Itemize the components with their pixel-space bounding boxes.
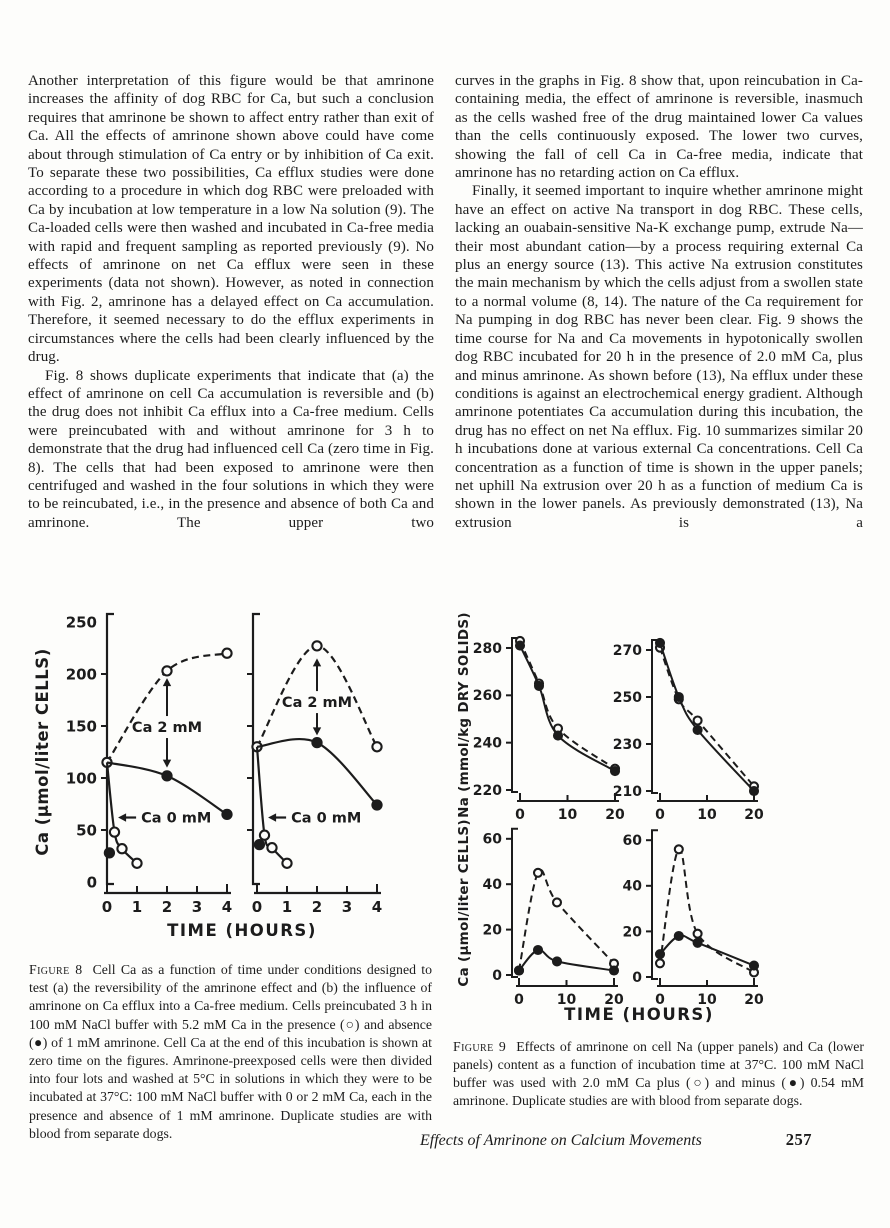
svg-text:0: 0 <box>632 969 642 986</box>
svg-text:0: 0 <box>515 807 525 823</box>
svg-text:50: 50 <box>76 821 97 840</box>
fig9-panel-1 <box>473 637 625 823</box>
running-title: Effects of Amrinone on Calcium Movements <box>420 1132 702 1149</box>
svg-text:1: 1 <box>131 898 143 916</box>
paragraph-3: curves in the graphs in Fig. 8 show that, upon reincubation in Ca-containing media, the effect of amrinone is reversible, inasmuch as the cells washed free of the drug maintained lower Ca values than the cells continuously exposed. The lower two curves, showing the fall of cell Ca in Ca-free media, indicate that amrinone has no retarding action on Ca efflux. <box>455 73 863 182</box>
svg-text:0: 0 <box>514 992 524 1008</box>
svg-text:0: 0 <box>251 898 263 916</box>
svg-text:270: 270 <box>612 642 642 659</box>
svg-text:100: 100 <box>65 769 97 788</box>
figure9-caption-text: Effects of amrinone on cell Na (upper panels) and Ca (lower panels) content as a function of incubation time at 37°C. 100 mM NaCl buffer was used with 2.0 mM Ca plus (○) and minus (●) 0.54 mM amrinone. Duplicate studies are with blood from separate dogs. <box>453 1039 864 1108</box>
svg-text:260: 260 <box>472 688 502 705</box>
svg-text:Ca 2 mM: Ca 2 mM <box>131 720 203 737</box>
svg-text:20: 20 <box>744 807 764 823</box>
paragraph-2: Fig. 8 shows duplicate experiments that indicate that (a) the effect of amrinone on cell Ca accumulation is reversible and (b) the drug does not inhibit Ca efflux into a Ca-free medium. Cells were preincubated with and without amrinone for 3 h to demonstrate that the drug had influenced cell Ca (zero time in Fig. 8). The cells that had been exposed to amrinone were then centrifuged and washed in the four solutions in which they were to be reincubated, i.e., in the presence and absence of both Ca and amrinone. The upper two <box>28 367 434 531</box>
svg-text:0: 0 <box>492 967 502 984</box>
figure8-caption <box>29 961 432 1143</box>
svg-text:Ca 2 mM: Ca 2 mM <box>281 695 353 712</box>
figure9-label: Figure 9 <box>453 1039 507 1054</box>
page-number: 257 <box>785 1130 812 1149</box>
svg-text:2: 2 <box>161 898 173 916</box>
fig9-panel-2 <box>613 639 764 823</box>
svg-text:Ca (μmol/liter CELLS): Ca (μmol/liter CELLS) <box>33 648 52 856</box>
svg-text:10: 10 <box>697 992 717 1008</box>
svg-text:280: 280 <box>472 640 502 657</box>
svg-text:4: 4 <box>371 898 383 916</box>
column-right <box>455 72 863 532</box>
svg-text:Ca 0 mM: Ca 0 mM <box>291 810 362 827</box>
svg-text:250: 250 <box>612 689 642 706</box>
svg-text:0: 0 <box>655 992 665 1008</box>
figure9-caption <box>453 1038 864 1110</box>
fig9-panel-4 <box>623 830 764 1008</box>
svg-text:TIME (HOURS): TIME (HOURS) <box>167 921 317 940</box>
page-footer <box>420 1130 812 1150</box>
svg-text:0: 0 <box>86 873 97 892</box>
paragraph-1: Another interpretation of this figure would be that amrinone increases the affinity of dog RBC for Ca, but such a conclusion requires that amrinone be shown to affect entry rather than exit of Ca. All the effects of amrinone shown above could have come about through stimulation of Ca entry or by inhibition of Ca exit. To separate these two possibilities, Ca efflux studies were done according to a procedure in which dog RBC were preloaded with Ca by incubation at low temperature in a low Na solution (9). The Ca-loaded cells were then washed and incubated in Ca-free media with rapid and frequent sampling as reported previously (9). No effects of amrinone on net Ca efflux were seen in these experiments (data not shown). However, as noted in connection with Fig. 2, amrinone has a delayed effect on Ca accumulation. Therefore, it seemed necessary to do the efflux experiments in circumstances where the cells had been clearly influenced by the drug. <box>28 73 434 366</box>
svg-text:0: 0 <box>101 898 113 916</box>
svg-text:20: 20 <box>605 807 625 823</box>
svg-text:150: 150 <box>65 717 97 736</box>
svg-text:Na (mmol/kg DRY SOLIDS): Na (mmol/kg DRY SOLIDS) <box>456 612 472 818</box>
figure8-chart <box>28 600 438 960</box>
svg-text:60: 60 <box>622 833 642 850</box>
svg-text:200: 200 <box>65 665 97 684</box>
svg-text:1: 1 <box>281 898 293 916</box>
svg-text:3: 3 <box>341 898 353 916</box>
svg-text:60: 60 <box>482 831 502 848</box>
svg-text:20: 20 <box>744 992 764 1008</box>
svg-text:4: 4 <box>221 898 233 916</box>
svg-text:10: 10 <box>697 807 717 823</box>
svg-text:0: 0 <box>655 807 665 823</box>
svg-text:10: 10 <box>557 807 578 823</box>
paragraph-4: Finally, it seemed important to inquire whether amrinone might have an effect on active Na transport in dog RBC. These cells, lacking an ouabain-sensitive Na-K exchange pump, extrude Na—their most abundant cation—by a process requiring external Ca plus an energy source (13). This active Na extrusion constitutes the main mechanism by which the cells adjust from a swollen state to a normal volume (8, 14). The nature of the Ca requirement for Na pumping in dog RBC has never been clear. Fig. 9 shows the time course for Na and Ca movements in hypotonically swollen dog RBC incubated for 20 h in the presence of 2.0 mM Ca, plus and minus amrinone. As shown before (13), Na efflux under these conditions is against an electrochemical energy gradient. Although amrinone potentiates Ca accumulation during this incubation, the drug has no effect on net Na efflux. Fig. 10 summarizes similar 20 h incubations done at various external Ca concentrations. Cell Ca concentration as a function of time is shown in the upper panels; net uphill Na extrusion over 20 h as a function of medium Ca is shown in the lower panels. As previously demonstrated (13), Na extrusion is a <box>455 183 863 531</box>
svg-text:40: 40 <box>622 878 642 895</box>
svg-text:Ca 0 mM: Ca 0 mM <box>141 810 212 827</box>
fig9-panel-3 <box>483 829 624 1008</box>
column-left <box>28 72 434 532</box>
svg-text:TIME (HOURS): TIME (HOURS) <box>564 1005 714 1024</box>
figure9-chart <box>452 612 867 1032</box>
svg-text:20: 20 <box>482 922 502 939</box>
fig8-panel-1 <box>66 613 233 916</box>
figure8-label: Figure 8 <box>29 962 83 977</box>
svg-text:250: 250 <box>65 613 97 632</box>
svg-text:40: 40 <box>482 877 502 894</box>
fig8-panel-2 <box>247 614 382 916</box>
svg-text:240: 240 <box>472 735 502 752</box>
svg-text:230: 230 <box>612 736 642 753</box>
figure8-caption-text: Cell Ca as a function of time under conditions designed to test (a) the reversibility of the amrinone effect and (b) the influence of amrinone on Ca efflux into a Ca-free medium. Cells preincubated 3 h in 100 mM NaCl buffer with 5.2 mM Ca in the presence (○) and absence (●) of 1 mM amrinone. Cell Ca at the end of this incubation is shown at zero time on the figures. Amrinone-preexposed cells were then divided into four lots and washed at 5°C in solutions in which they were to be incubated at 37°C: 100 mM NaCl buffer with 0 or 2 mM Ca, each in the presence and absence of 1 mM amrinone. Duplicate studies are with blood from separate dogs. <box>29 962 432 1141</box>
svg-text:2: 2 <box>311 898 323 916</box>
svg-text:20: 20 <box>622 924 642 941</box>
svg-text:20: 20 <box>604 992 624 1008</box>
svg-text:10: 10 <box>556 992 577 1008</box>
svg-text:220: 220 <box>472 782 502 799</box>
svg-text:210: 210 <box>612 783 642 800</box>
svg-text:Ca (μmol/liter CELLS): Ca (μmol/liter CELLS) <box>456 819 472 987</box>
svg-text:3: 3 <box>191 898 203 916</box>
